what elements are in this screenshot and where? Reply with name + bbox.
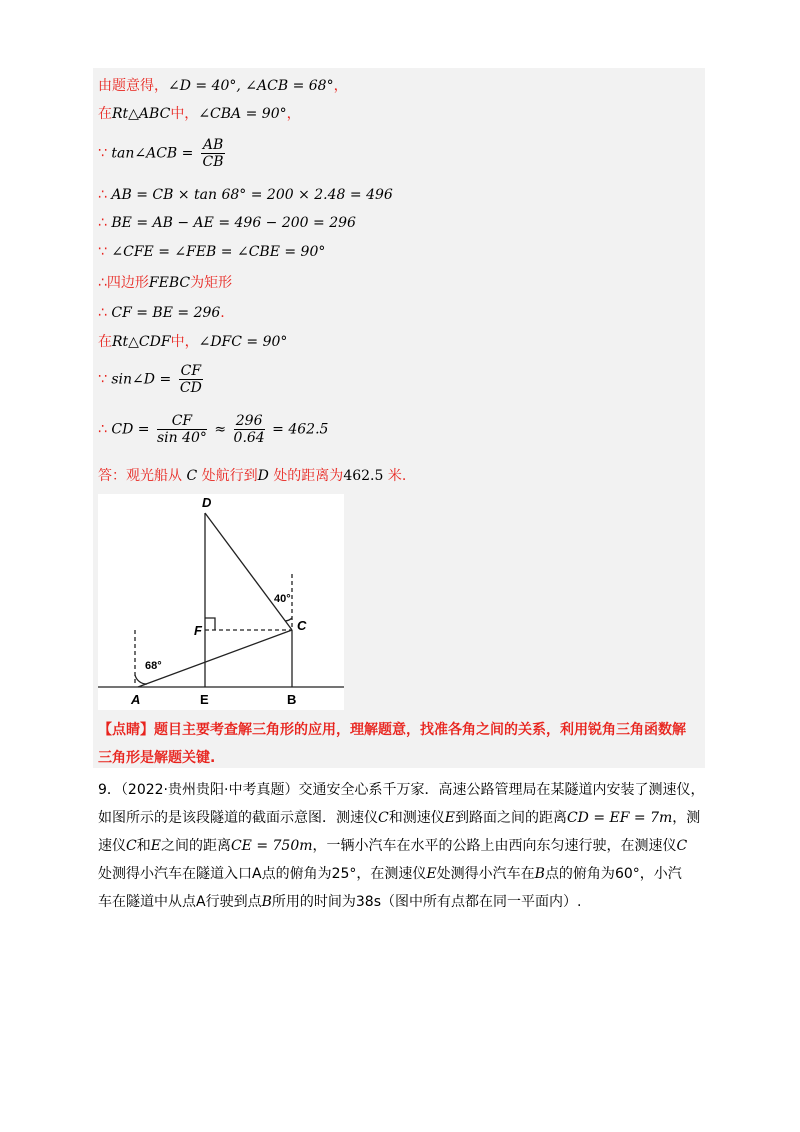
note-line-1: 【点睛】题目主要考查解三角形的应用，理解题意，找准各角之间的关系，利用锐角三角函数解: [98, 722, 686, 738]
question-line-3: 速仪C和E之间的距离CE = 750m，一辆小汽车在水平的公路上由西向东匀速行驶，在测速仪C: [98, 838, 688, 854]
note-line-2: 三角形是解题关键.: [98, 750, 216, 766]
label-A: A: [131, 692, 141, 707]
solution-line-5: ∴ BE = AB − AE = 496 − 200 = 296: [98, 215, 356, 231]
fraction: $\frac{296}{0.64}$: [233, 413, 265, 446]
note-tag: 【点睛】: [98, 722, 154, 738]
figure-background: [98, 494, 344, 710]
solution-line-10: ∵ sin∠D = $\frac{CF}{CD}$: [98, 363, 202, 396]
question-line-2: 如图所示的是该段隧道的截面示意图．测速仪C和测速仪E到路面之间的距离CD = EF = 7m，测: [98, 810, 701, 826]
solution-line-1: 由题意得，∠D = 40°, ∠ACB = 68°，: [98, 78, 348, 94]
question-line-1: 9．（2022·贵州贵阳·中考真题）交通安全心系千万家．高速公路管理局在某隧道内安装了测速仪，: [98, 782, 705, 798]
solution-line-4: ∴ AB = CB × tan 68° = 200 × 2.48 = 496: [98, 187, 393, 203]
fraction: $\frac{CF}{CD}$: [179, 363, 202, 396]
label-B: B: [287, 692, 297, 707]
solution-line-8: ∴ CF = BE = 296.: [98, 305, 225, 321]
fraction: $\frac{AB}{CB}$: [202, 137, 224, 170]
question-source: （2022·贵州贵阳·中考真题）: [120, 782, 299, 798]
label-F: F: [194, 623, 202, 638]
label-C: C: [297, 618, 307, 633]
question-line-5: 车在隧道中从点A行驶到点B所用的时间为38s（图中所有点都在同一平面内）.: [98, 894, 582, 910]
solution-line-9: 在Rt△CDF中，∠DFC = 90°: [98, 334, 288, 350]
answer-line: 答：观光船从 C 处航行到D 处的距离为462.5 米.: [98, 468, 407, 484]
angle-label-A: 68°: [145, 660, 162, 672]
question-number: 9．: [98, 782, 121, 798]
geometry-figure: [98, 494, 344, 710]
fraction: $\frac{CF}{\sin 40^\circ}$: [156, 413, 207, 446]
solution-line-6: ∵ ∠CFE = ∠FEB = ∠CBE = 90°: [98, 244, 326, 260]
angle-label-C: 40°: [274, 593, 291, 605]
solution-line-7: ∴四边形FEBC为矩形: [98, 275, 233, 291]
label-E: E: [200, 692, 209, 707]
question-9: [98, 776, 704, 916]
question-line-4: 处测得小汽车在隧道入口A点的俯角为25°，在测速仪E处测得小汽车在B点的俯角为60°，小汽: [98, 866, 682, 882]
label-D: D: [202, 495, 212, 510]
solution-line-2: 在Rt△ABC中，∠CBA = 90°，: [98, 106, 301, 122]
solution-line-11: ∴ CD = $\frac{CF}{\sin 40^\circ}$ ≈ $\frac{296}{0.64}$ = 462.5: [98, 413, 329, 446]
solution-line-3: ∵ tan∠ACB = $\frac{AB}{CB}$: [98, 137, 224, 170]
